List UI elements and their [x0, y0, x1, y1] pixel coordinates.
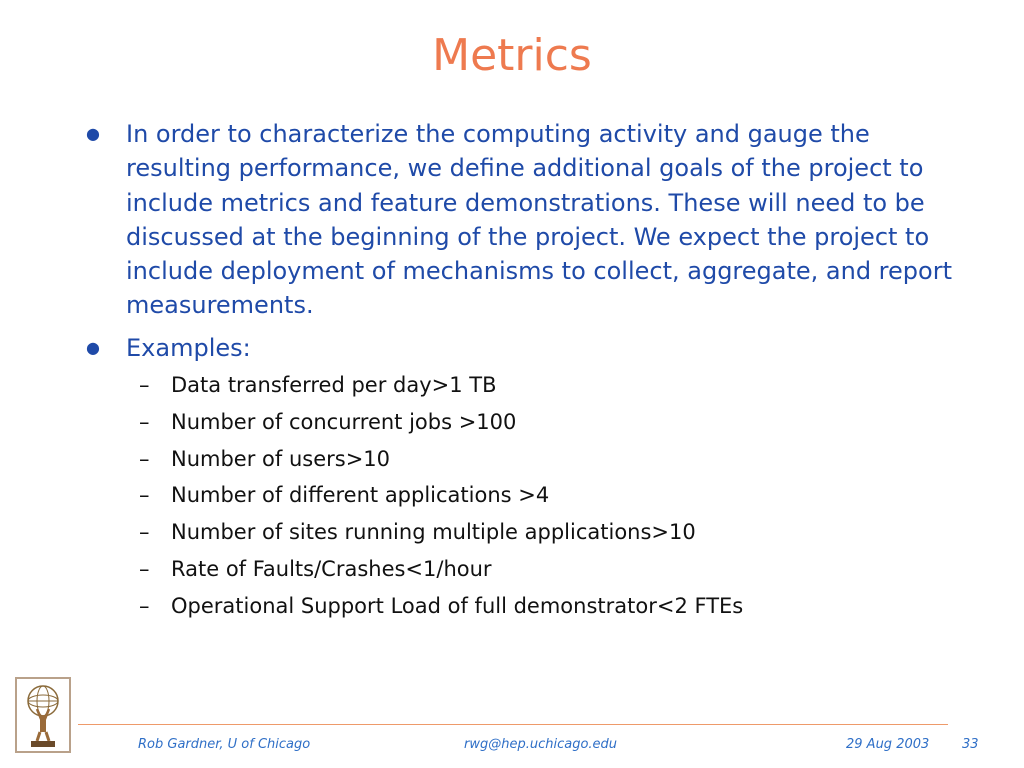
bullet-text: Examples: — [126, 333, 251, 362]
dash-icon: – — [139, 557, 150, 582]
sub-bullet-item — [126, 551, 956, 588]
sub-bullet-text: Number of different applications >4 — [171, 483, 550, 508]
dash-icon: – — [139, 483, 150, 508]
sub-bullet-item — [126, 477, 956, 514]
dash-icon: – — [139, 593, 150, 618]
dash-icon: – — [139, 520, 150, 545]
sub-bullet-text: Rate of Faults/Crashes<1/hour — [171, 557, 492, 582]
bullet-item — [86, 117, 956, 323]
bullet-item — [86, 331, 956, 625]
bullet-list — [86, 117, 956, 633]
footer-date: 29 Aug 2003 — [846, 737, 930, 752]
sub-bullet-item — [126, 441, 956, 478]
footer-email: rwg@hep.uchicago.edu — [464, 737, 618, 752]
dash-icon: – — [139, 373, 150, 398]
sub-bullet-text: Data transferred per day>1 TB — [171, 373, 497, 398]
sub-bullet-text: Operational Support Load of full demonstrator<2 FTEs — [171, 593, 744, 618]
atlas-statue-graphic — [17, 679, 69, 751]
sub-bullet-item — [126, 514, 956, 551]
sub-bullet-text: Number of users>10 — [171, 446, 391, 471]
sub-bullet-item — [126, 367, 956, 404]
sub-bullet-list — [126, 367, 956, 625]
dash-icon: – — [139, 409, 150, 434]
sub-bullet-item — [126, 588, 956, 625]
bullet-text: In order to characterize the computing activity and gauge the resulting performance, we define additional goals of the project to include metrics and feature demonstrations. These will need to be discussed at the beginning of the project. We expect the project to include deployment of mechanisms to collect, aggregate, and report measurements. — [126, 120, 952, 320]
bullet-dot-icon: ● — [86, 124, 100, 143]
footer-divider — [78, 724, 948, 725]
footer-page-number: 33 — [962, 737, 979, 752]
sub-bullet-text: Number of sites running multiple applications>10 — [171, 520, 696, 545]
sub-bullet-item — [126, 404, 956, 441]
footer-author: Rob Gardner, U of Chicago — [138, 737, 311, 752]
atlas-statue-icon — [15, 677, 71, 753]
dash-icon: – — [139, 446, 150, 471]
bullet-dot-icon: ● — [86, 337, 100, 357]
sub-bullet-text: Number of concurrent jobs >100 — [171, 409, 517, 434]
slide-title: Metrics — [432, 30, 592, 81]
